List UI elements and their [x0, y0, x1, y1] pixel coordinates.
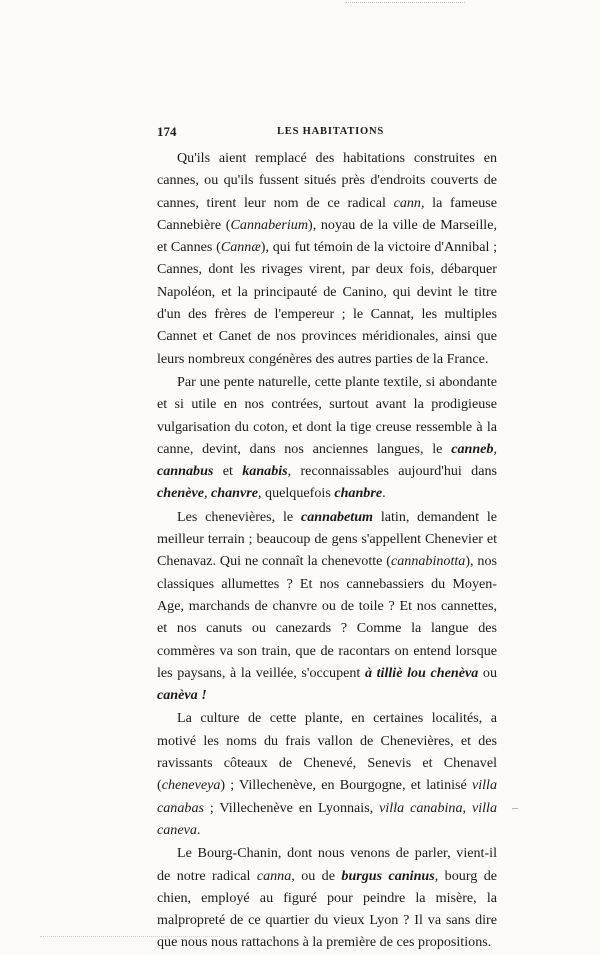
text-run: , bourg de chien, employé au figuré pour peindre la misère, la malpropreté de ce quartier du vieux Lyon ? Il va sans dire que nous nous rattachons à la première de ces propositions.	[157, 867, 498, 951]
text-run: , reconnaissables aujourd'hui dans	[287, 463, 498, 480]
body-text	[157, 147, 497, 955]
text-run: ,	[493, 440, 497, 457]
text-run: et	[213, 463, 243, 480]
bold-italic-term: canneb	[451, 440, 494, 457]
text-run: ), qui fut témoin de la victoire d'Annibal ; Cannes, dont les rivages virent, par deux fois, débarquer Napoléon, et la principauté de Canino, qui devint le titre d'un des frères de l'empereur ; le Cannat, les multiples Cannet et Canet de nos provinces méridionales, ainsi que leurs nombreux congénères des autres parties de la France.	[157, 239, 498, 367]
bold-italic-term: canèva !	[157, 687, 207, 704]
text-run: ), noyau de la ville de Marseille, et Cannes (	[157, 216, 498, 256]
italic-term: Cannæ	[220, 239, 261, 256]
text-run: , la fameuse Cannebière (	[157, 194, 497, 233]
text-run: ), nos classiques allumettes ? Et nos cannebassiers du Moyen-Age, marchands de chanvre ou de toile ? Et nos cannettes, et nos canuts ou canezards ? Comme la langue des commères va son train, que de racontars on entend lorsque les paysans, à la veillée, s'occupent	[157, 553, 497, 681]
paragraph-3	[157, 506, 497, 707]
text-run: latin, demandent le meilleur terrain ; beaucoup de gens s'appellent Chenevier et Chenavaz. Qui ne connaît la chenevotte (	[157, 508, 497, 570]
italic-term: villa canabas	[157, 777, 497, 816]
page-number: 174	[157, 124, 177, 139]
paragraph-2	[157, 371, 497, 505]
bold-italic-term: à tilliè lou chenèva	[364, 664, 479, 681]
text-run: Le Bourg-Chanin, dont nous venons de parler, vient-il de notre radical	[157, 845, 497, 884]
bold-italic-term: kanabis	[242, 463, 288, 480]
bold-italic-term: burgus caninus	[341, 867, 435, 884]
italic-term: cheneveya	[161, 777, 221, 794]
text-run: ou	[478, 664, 497, 681]
paragraph-1	[157, 147, 497, 370]
text-run: ) ; Villechenève, en Bourgogne, et latinisé	[220, 777, 472, 794]
text-run: Par une pente naturelle, cette plante textile, si abondante et si utile en nos contrées, surtout avant la prodigieuse vulgarisation du coton, et dont la tige creuse ressemble à la canne, devint, dans nos anciennes langues, le	[157, 373, 497, 457]
text-run: ; Villechenève en Lyonnais,	[203, 799, 380, 816]
text-run: , quelquefois	[258, 485, 335, 502]
text-run: ,	[462, 799, 472, 816]
running-head	[157, 124, 497, 142]
text-run: , ou de	[291, 867, 342, 884]
text-run: Qu'ils aient remplacé des habitations construites en cannes, ou qu'ils fussent situés près d'endroits couverts de cannes, tirent leur nom de ce radical	[157, 150, 497, 211]
bold-italic-term: chanbre	[334, 485, 383, 502]
bold-italic-term: cannabus	[157, 463, 214, 480]
page-edge-specks	[345, 2, 465, 6]
italic-term: villa canabina	[379, 799, 463, 816]
italic-term: Cannaberium	[230, 216, 309, 233]
margin-mark	[512, 808, 518, 809]
text-run: ,	[203, 485, 212, 502]
paragraph-4	[157, 707, 497, 841]
italic-term: cannabinotta	[390, 553, 466, 570]
bold-italic-term: chenève	[157, 485, 204, 502]
italic-term: canna	[256, 867, 292, 884]
text-run: .	[196, 821, 201, 838]
italic-term: cann	[393, 194, 421, 211]
bold-italic-term: cannabetum	[300, 508, 374, 525]
page-edge-specks-bottom	[40, 936, 220, 939]
text-run: La culture de cette plante, en certaines localités, a motivé les noms du frais vallon de Chenevières, et des ravissants côteaux de Chenevé, Senevis et Chenavel (	[157, 710, 497, 794]
bold-italic-term: chanvre	[211, 485, 258, 502]
italic-term: villa caneva	[157, 799, 498, 838]
text-run: .	[382, 485, 386, 502]
text-run: Les chenevières, le	[177, 508, 301, 525]
running-title: LES HABITATIONS	[277, 126, 385, 137]
